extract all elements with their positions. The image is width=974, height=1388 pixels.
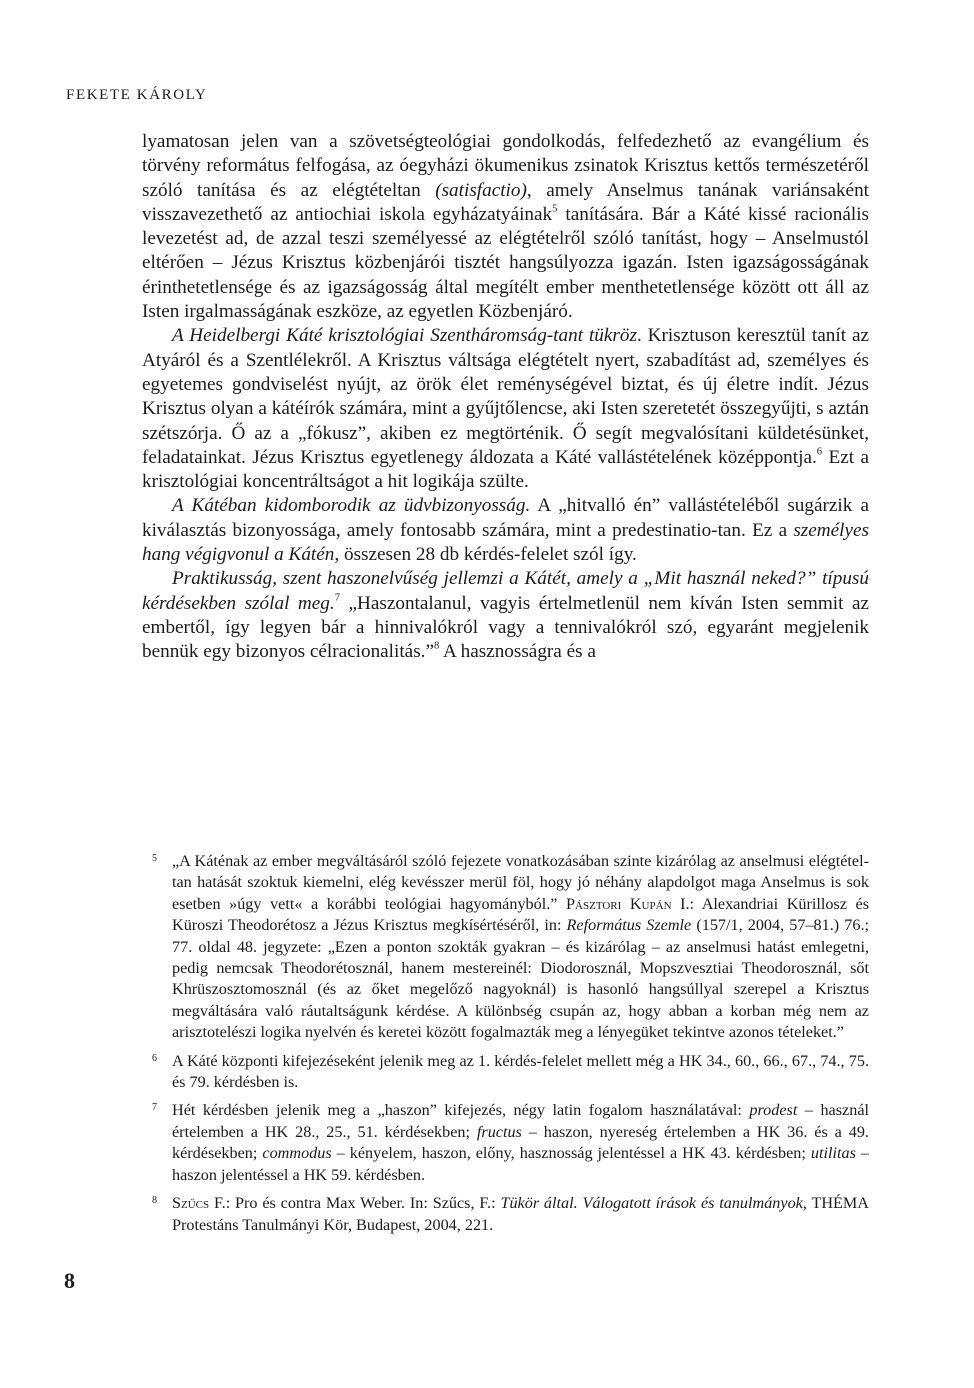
- italic-span: személyes hang végigvonul a Kátén: [142, 519, 869, 566]
- text-span: lyamatosan jelen van a szövetségteológiai gondolkodás, felfedezhető az evangélium és törvény református felfogása, az óegyházi ökumenikus zsinatok Krisztus kettős természetéről szóló tanítása és az elégtételtan: [142, 131, 869, 201]
- text-span: A hasznosságra és a: [439, 641, 596, 663]
- text-span: , THÉMA Protestáns Tanulmányi Kör, Budapest, 2004, 221.: [172, 1194, 870, 1234]
- text-span: „A Káténak az ember megváltásáról szóló fejezete vonatkozásában szinte kizárólag az anselmusi elégtétel-tan hatását szoktuk kiemelni, elég kevésszer merül föl, hogy jó néhány alapdolgot maga Anselmus is sok esetben »úgy vett« a korábbi teológiai hagyományból.”: [172, 852, 869, 913]
- footnote-7: [142, 1100, 869, 1186]
- author-name: Szűcs: [172, 1194, 210, 1213]
- paragraph-2: [142, 324, 869, 494]
- text-span: tanítására. Bár a Káté kissé racionális levezetést ad, de azzal teszi személyessé az elégtételről szóló tanítást, hogy – Anselmustól eltérően – Jézus Krisztus közbenjárói tisztét hangsúlyozza igazán. Isten igazságosságának érinthetetlensége és az igazságosság által megítélt ember menthetetlensége között ott áll az Isten irgalmasságának eszköze, az egyetlen Közbenjáró.: [142, 203, 869, 323]
- footnote-ref: 7: [334, 592, 340, 604]
- paragraph-4: [142, 567, 869, 664]
- footnote-8: [142, 1193, 869, 1236]
- italic-span: utilitas: [810, 1144, 856, 1163]
- text-span: I.: Alexandriai Kürillosz és Küroszi Theodorétosz a Jézus Krisztus megkísértéséről, in:: [172, 894, 870, 935]
- italic-span: A Heidelbergi Káté krisztológiai Szentháromság-tant tükröz: [172, 325, 637, 347]
- footnotes: [142, 851, 869, 1243]
- italic-span: commodus: [262, 1144, 332, 1163]
- footnote-ref: 6: [816, 446, 823, 458]
- text-span: , amely Anselmus tanának variánsaként visszavezethető az antiochiai iskola egyházatyáinak: [142, 179, 869, 225]
- italic-span: Praktikusság, szent haszonelvűség jellemzi a Kátét, amely a „Mit használ neked?” típusú kérdésekben szólal meg.: [142, 568, 869, 614]
- italic-span: Református Szemle: [566, 916, 692, 935]
- text-span: . Krisztuson keresztül tanít az Atyáról és a Szentlélekről. A Krisztus váltsága elégtételt nyert, szabadítást ad, személyes és egyetemes gondviselést nyújt, az örök élet reménységével biztat, és új életre indít. Jézus Krisztus olyan a kátéírók számára, mint a gyűjtőlencse, aki Isten szeretetét összegyűjti, s aztán szétszórja. Ő az a „fókusz”, akiben ez megtörténik. Ő segít megvalósítani küldetésünket, feladatainkat. Jézus Krisztus egyetlenegy áldozata a Káté vallástételének középpontja.: [142, 325, 870, 468]
- footnote-number: 5: [152, 853, 157, 864]
- text-span: A Káté központi kifejezéseként jelenik meg az 1. kérdés-felelet mellett még a HK 34., 60., 66., 67., 74., 75. és 79. kérdésben is.: [172, 1051, 869, 1092]
- paragraph-3: [142, 494, 869, 567]
- text-span: – haszon, nyereség értelemben a HK 36. és a 49. kérdésekben;: [172, 1122, 869, 1163]
- footnote-5: [142, 851, 869, 1044]
- text-span: , összesen 28 db kérdés-felelet szól így.: [334, 544, 637, 566]
- footnote-ref: 5: [552, 203, 558, 215]
- footnote-number: 7: [152, 1102, 157, 1114]
- paragraph-1: [142, 130, 869, 324]
- text-span: „Haszontalanul, vagyis értelmetlenül nem kíván Isten semmit az embertől, így legyen bár a hinnivalókról vagy a tennivalókról szó, egyaránt megjelenik bennük egy bizonyos célracionalitás.”: [142, 592, 869, 663]
- text-span: Ezt a krisztológiai koncentráltságot a hit logikája szülte.: [142, 446, 869, 493]
- italic-span: prodest: [749, 1101, 798, 1120]
- text-span: F.: Pro és contra Max Weber. In: Szűcs, F.:: [209, 1194, 501, 1213]
- footnote-6: [142, 1051, 869, 1094]
- main-text: [142, 130, 869, 665]
- page-number: 8: [64, 1268, 75, 1293]
- running-head: FEKETE KÁROLY: [66, 87, 208, 103]
- footnote-number: 8: [152, 1195, 157, 1207]
- italic-span: A Kátéban kidomborodik az üdvbizonyosság.: [172, 495, 531, 517]
- text-span: Hét kérdésben jelenik meg a „haszon” kifejezés, négy latin fogalom használatával:: [172, 1101, 750, 1120]
- text-span: – kényelem, haszon, előny, hasznosság jelentéssel a HK 43. kérdésben;: [331, 1144, 811, 1163]
- text-span: – haszon jelentéssel a HK 59. kérdésben.: [172, 1144, 870, 1184]
- italic-span: fructus: [476, 1122, 522, 1141]
- italic-span: (satisfactio): [435, 179, 527, 201]
- author-name: Pásztori Kupán: [566, 894, 672, 913]
- text-span: A „hitvalló én” vallástételéből sugárzik a kiválasztás bizonyossága, amely fontosabb számára, mint a predestinatio-tan. Ez a: [142, 495, 869, 541]
- text-span: (157/1, 2004, 57–81.) 76.; 77. oldal 48. jegyzete: „Ezen a ponton szokták gyakran – és kizárólag – az anselmusi hatást emlegetni, pedig nemcsak Theodorétosznál, hanem mestereinél: Diodorosznál, Mopszvesztiai Theodorosznál, sőt Khrüszosztomosznál (és az őket megelőző nagyoknál) is hasonló hangsúllyal szerepel a Krisztus megváltására való ráutaltságunk kérdése. A különbség csupán az, hogy abban a korban még nem az arisztotelészi logika nyelvén és keretei között fogalmazták meg a lényegüket tekintve azonos tételeket.”: [172, 916, 869, 1042]
- footnote-number: 6: [152, 1052, 157, 1064]
- italic-span: Tükör által. Válogatott írások és tanulmányok: [500, 1194, 803, 1213]
- footnote-ref: 8: [433, 640, 440, 652]
- text-span: – használ értelemben a HK 28., 25., 51. kérdésekben;: [172, 1101, 869, 1141]
